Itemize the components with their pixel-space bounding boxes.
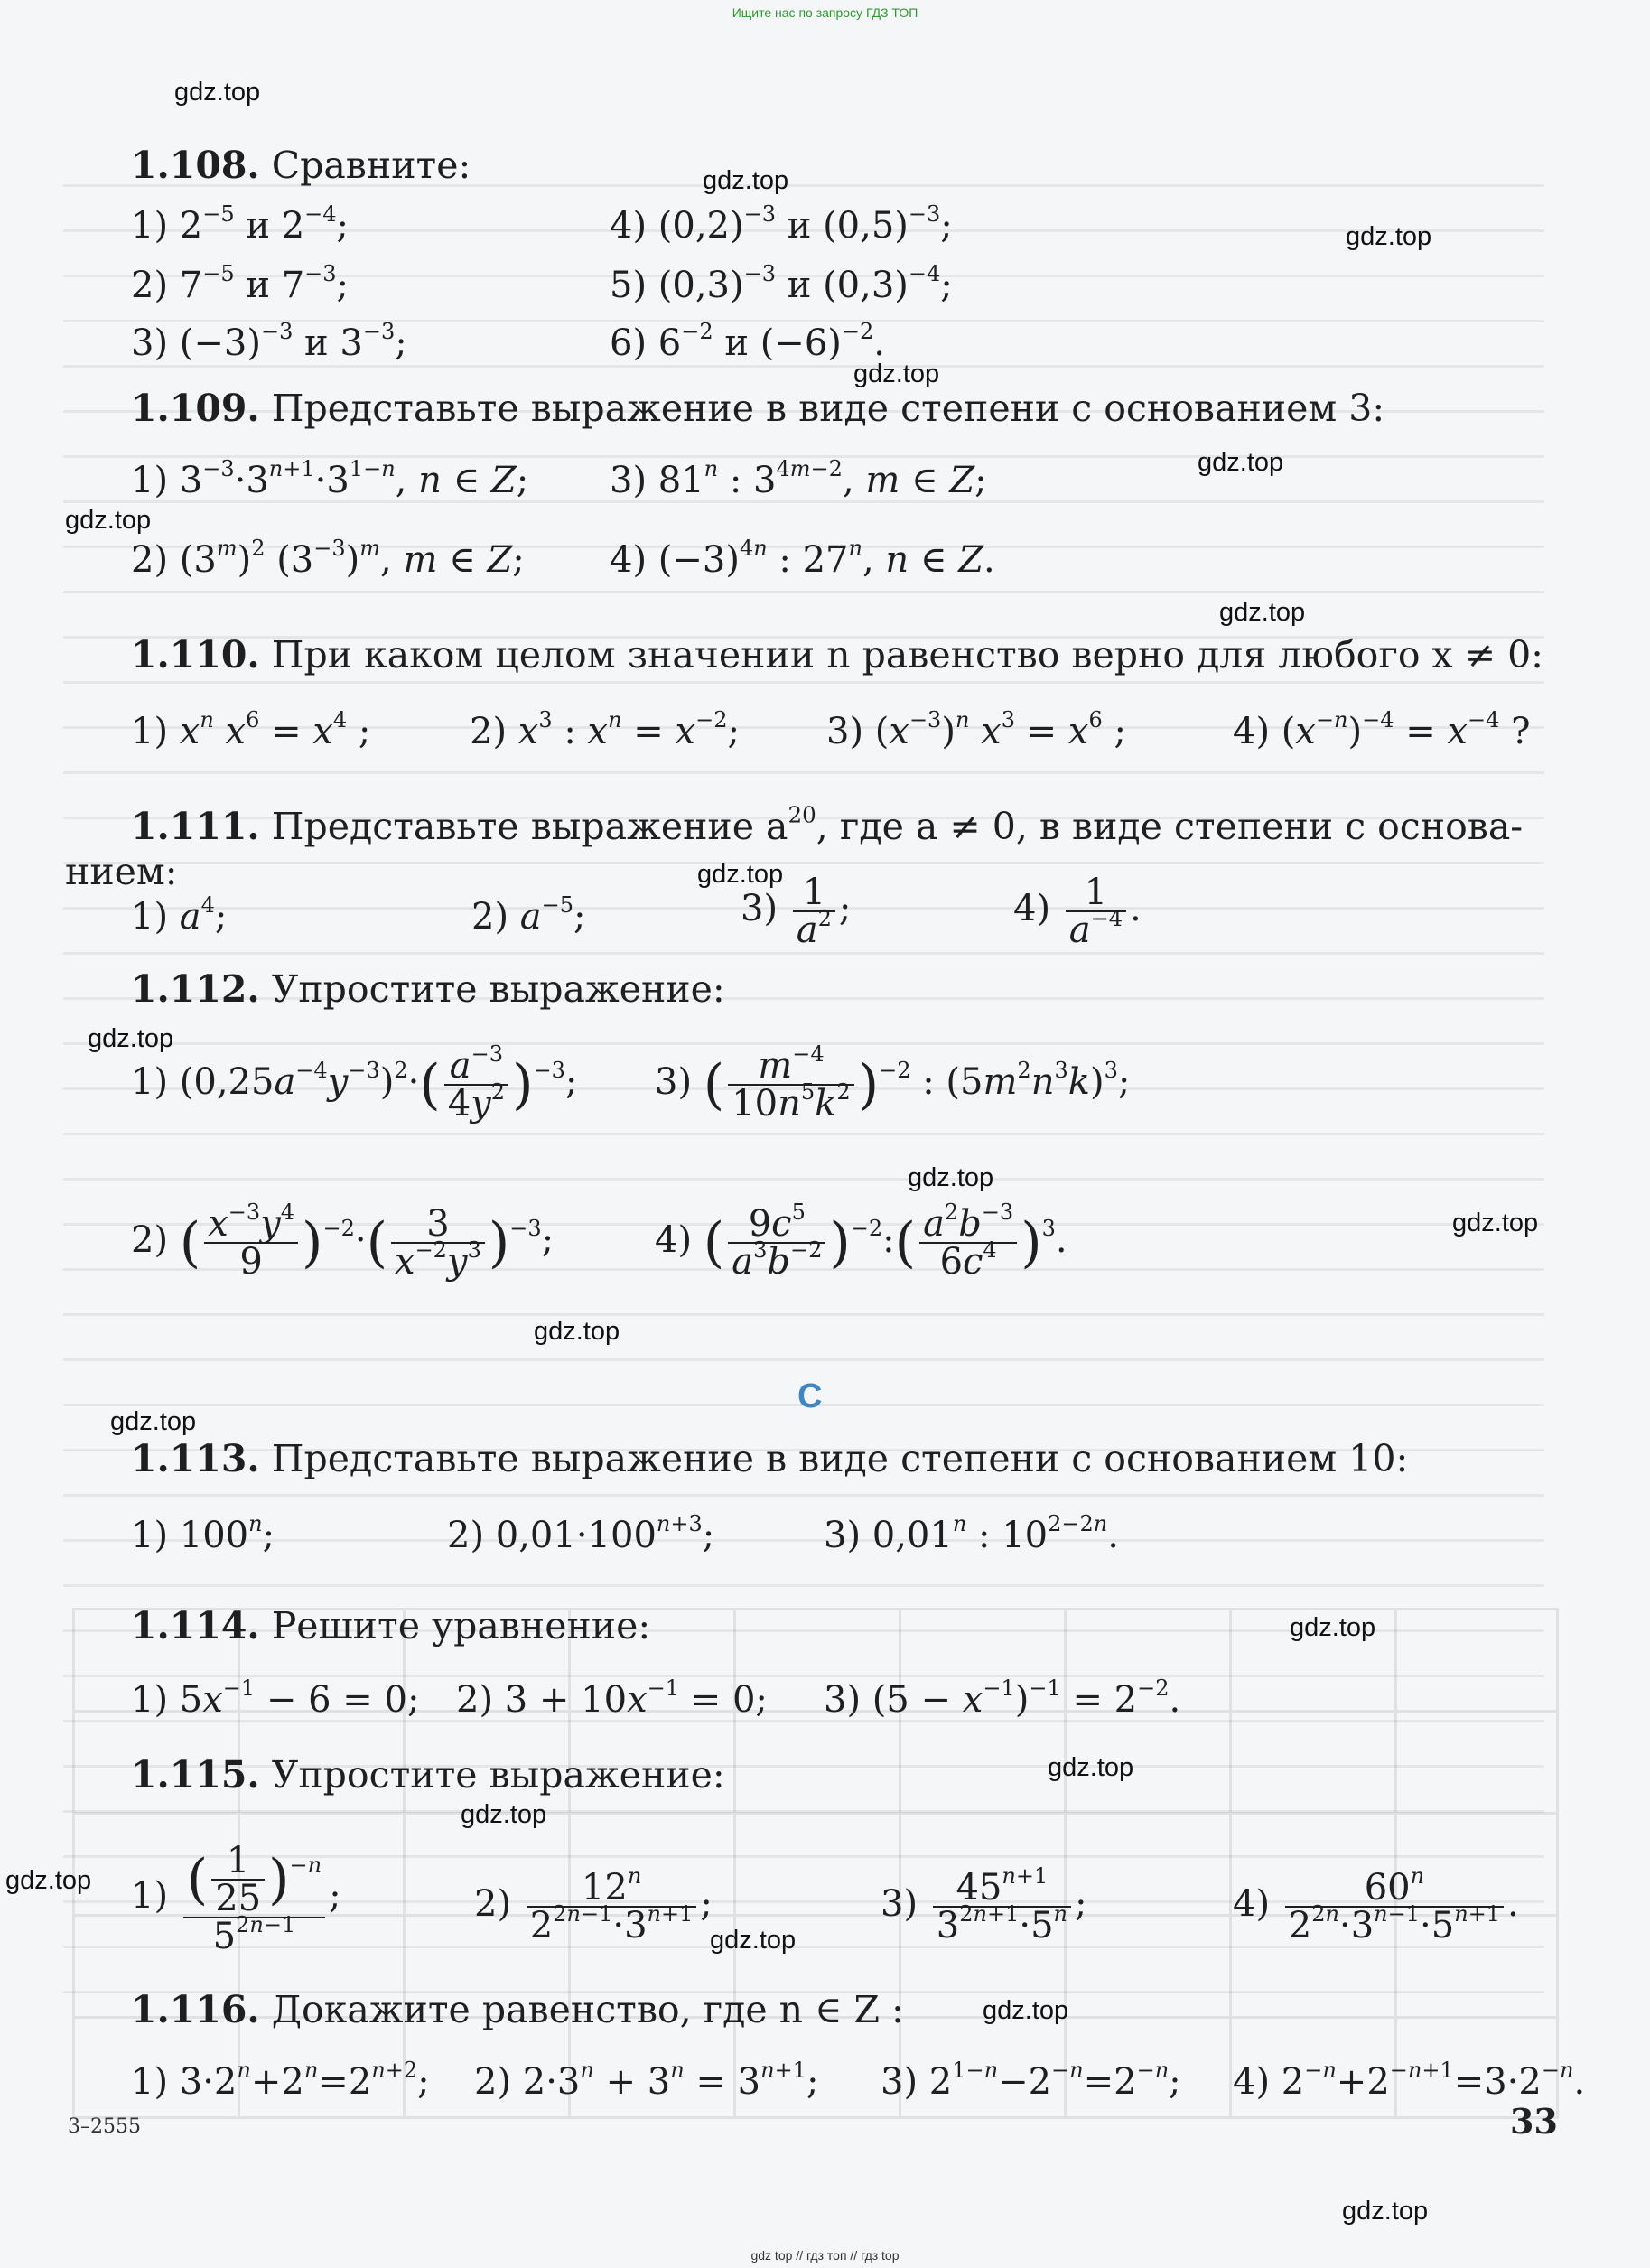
exercise-item: 2) $x^3$ : $x^n = x^{-2}$; (470, 707, 740, 752)
exercise-item: 3) 81$^n$ : $3^{4m-2}$, m ∈ Z; (610, 456, 987, 501)
exercise-item: 2) $2\cdot 3^n + 3^n = 3^{n+1}$; (474, 2058, 819, 2103)
watermark: gdz.top (908, 1163, 994, 1192)
exercise-item: 3) $(-3)^{-3}$ и $3^{-3}$; (131, 319, 407, 364)
watermark: gdz.top (534, 1317, 620, 1346)
exercise-item: 1) $(0,25a^{-4}y^{-3})^2\cdot$( $\frac{a^{-3}}{4y^2}$ )$^{-3}$; (131, 1041, 578, 1125)
watermark: gdz.top (703, 166, 789, 195)
exercise-item: 4) $(0,2)^{-3}$ и $(0,5)^{-3}$; (610, 201, 953, 247)
exercise-item: 2) $(3^m)^2$ $(3^{-3})^m$, m ∈ Z; (131, 536, 525, 581)
watermark: gdz.top (88, 1024, 174, 1053)
exercise-item: 1) 100$^n$; (131, 1511, 275, 1556)
watermark: gdz.top (1219, 598, 1306, 627)
exercise-item: 2) $a^{-5}$; (471, 892, 586, 938)
exercise-item: 3) $\frac{1}{a^2}$ ; (741, 872, 852, 951)
watermark: gdz.top (5, 1866, 92, 1895)
exercise-item: 1) $2^{-5}$ и $2^{-4}$; (131, 201, 350, 247)
page-number: 33 (1510, 2101, 1558, 2142)
problem-1-110-heading: 1.110. При каком целом значении n равенство верно для любого x ≠ 0: (131, 633, 1543, 677)
problem-1-108-heading: 1.108. Сравните: (131, 144, 471, 187)
watermark: gdz.top (697, 860, 784, 889)
problem-1-114-heading: 1.114. Решите уравнение: (131, 1604, 651, 1647)
watermark: gdz.top (461, 1800, 547, 1829)
exercise-item: 3) $2^{1-n}-2^{-n}=2^{-n}$; (881, 2058, 1181, 2103)
exercise-item: 2) $3 + 10x^{-1} = 0$; (456, 1675, 768, 1721)
exercise-item: 2) $7^{-5}$ и $7^{-3}$; (131, 261, 350, 306)
exercise-item: 1) $3^{-3}\cdot 3^{n+1}\cdot 3^{1-n}$, n ∈ Z; (131, 456, 529, 501)
watermark: gdz.top (110, 1407, 197, 1436)
exercise-item: 1) $5x^{-1} - 6 = 0$; (131, 1675, 420, 1721)
problem-1-109-heading: 1.109. Представьте выражение в виде степени с основанием 3: (131, 387, 1385, 430)
exercise-item: 1) $3\cdot 2^n+2^n=2^{n+2}$; (131, 2058, 430, 2103)
exercise-item: 3) ( $\frac{m^{-4}}{10n^5k^2}$ )$^{-2}$ : $(5m^2n^3k)^3$; (655, 1041, 1131, 1125)
bottom-banner[interactable]: gdz top // гдз топ // гдз top (750, 2248, 900, 2263)
exercise-item: 4) ( $\frac{9c^5}{a^3b^{-2}}$ )$^{-2}$:( $\frac{a^2b^{-3}}{6c^4}$ )$^3$. (655, 1199, 1067, 1283)
exercise-item: 4) $2^{-n}+2^{-n+1}=3\cdot 2^{-n}$. (1233, 2058, 1586, 2103)
exercise-item: 3) 0,01$^n$ : $10^{2-2n}$. (824, 1511, 1119, 1556)
watermark: gdz.top (983, 1996, 1069, 2025)
exercise-item: 5) $(0,3)^{-3}$ и $(0,3)^{-4}$; (610, 261, 953, 306)
watermark: gdz.top (1342, 2197, 1429, 2226)
problem-1-113-heading: 1.113. Представьте выражение в виде степени с основанием 10: (131, 1437, 1409, 1480)
exercise-item: 1) ( $\frac{1}{25}$ )$^{-n}$ $5^{2n-1}$ ; (131, 1840, 341, 1957)
exercise-item: 3) $\frac{45^{n+1}}{3^{2n+1}\cdot 5^n}$ ; (881, 1863, 1087, 1946)
watermark: gdz.top (853, 359, 940, 388)
exercise-item: 3) $(5 - x^{-1})^{-1} = 2^{-2}$. (824, 1675, 1181, 1721)
exercise-item: 6) $6^{-2}$ и $(-6)^{-2}$. (610, 319, 885, 364)
exercise-item: 4) $(x^{-n})^{-4} = x^{-4}$ ? (1233, 707, 1531, 752)
section-letter: C (797, 1377, 823, 1415)
exercise-item: 2) ( $\frac{x^{-3}y^4}{9}$ )$^{-2}$·( $\frac{3}{x^{-2}y^3}$ )$^{-3}$; (131, 1199, 555, 1283)
exercise-item: 1) $x^n$ $x^6 = x^4$ ; (131, 707, 371, 752)
watermark: gdz.top (710, 1926, 797, 1955)
exercise-item: 1) $a^4$; (131, 892, 228, 938)
exercise-item: 4) $(-3)^{4n}$ : 27$^n$, n ∈ Z. (610, 536, 995, 581)
top-banner[interactable]: Ищите нас по запросу ГДЗ ТОП (732, 5, 918, 20)
exercise-item: 4) $\frac{60^n}{2^{2n}\cdot 3^{n-1}\cdot 5^{n+1}}$ . (1233, 1863, 1519, 1946)
exercise-item: 3) $(x^{-3})^n$ $x^3 = x^6$ ; (826, 707, 1126, 752)
exercise-item: 4) $\frac{1}{a^{-4}}$ . (1013, 872, 1142, 951)
problem-1-116-heading: 1.116. Докажите равенство, где n ∈ Z : (131, 1988, 904, 2031)
problem-1-111-heading: 1.111. Представьте выражение $a^{20}$, где a ≠ 0, в виде степени с основа- (131, 801, 1524, 848)
problem-1-111-continuation: нием: (65, 850, 178, 893)
watermark: gdz.top (1452, 1209, 1539, 1237)
watermark: gdz.top (1048, 1753, 1134, 1782)
watermark: gdz.top (65, 506, 152, 535)
exercise-item: 2) $0,01\cdot 100^{n+3}$; (447, 1511, 715, 1556)
print-code: 3–2555 (68, 2115, 141, 2138)
problem-1-112-heading: 1.112. Упростите выражение: (131, 967, 725, 1011)
watermark: gdz.top (1198, 448, 1284, 477)
problem-1-115-heading: 1.115. Упростите выражение: (131, 1753, 725, 1797)
watermark: gdz.top (1290, 1613, 1376, 1642)
watermark: gdz.top (174, 78, 261, 107)
watermark: gdz.top (1346, 222, 1432, 251)
exercise-item: 2) $\frac{12^n}{2^{2n-1}\cdot 3^{n+1}}$ ; (474, 1863, 713, 1946)
